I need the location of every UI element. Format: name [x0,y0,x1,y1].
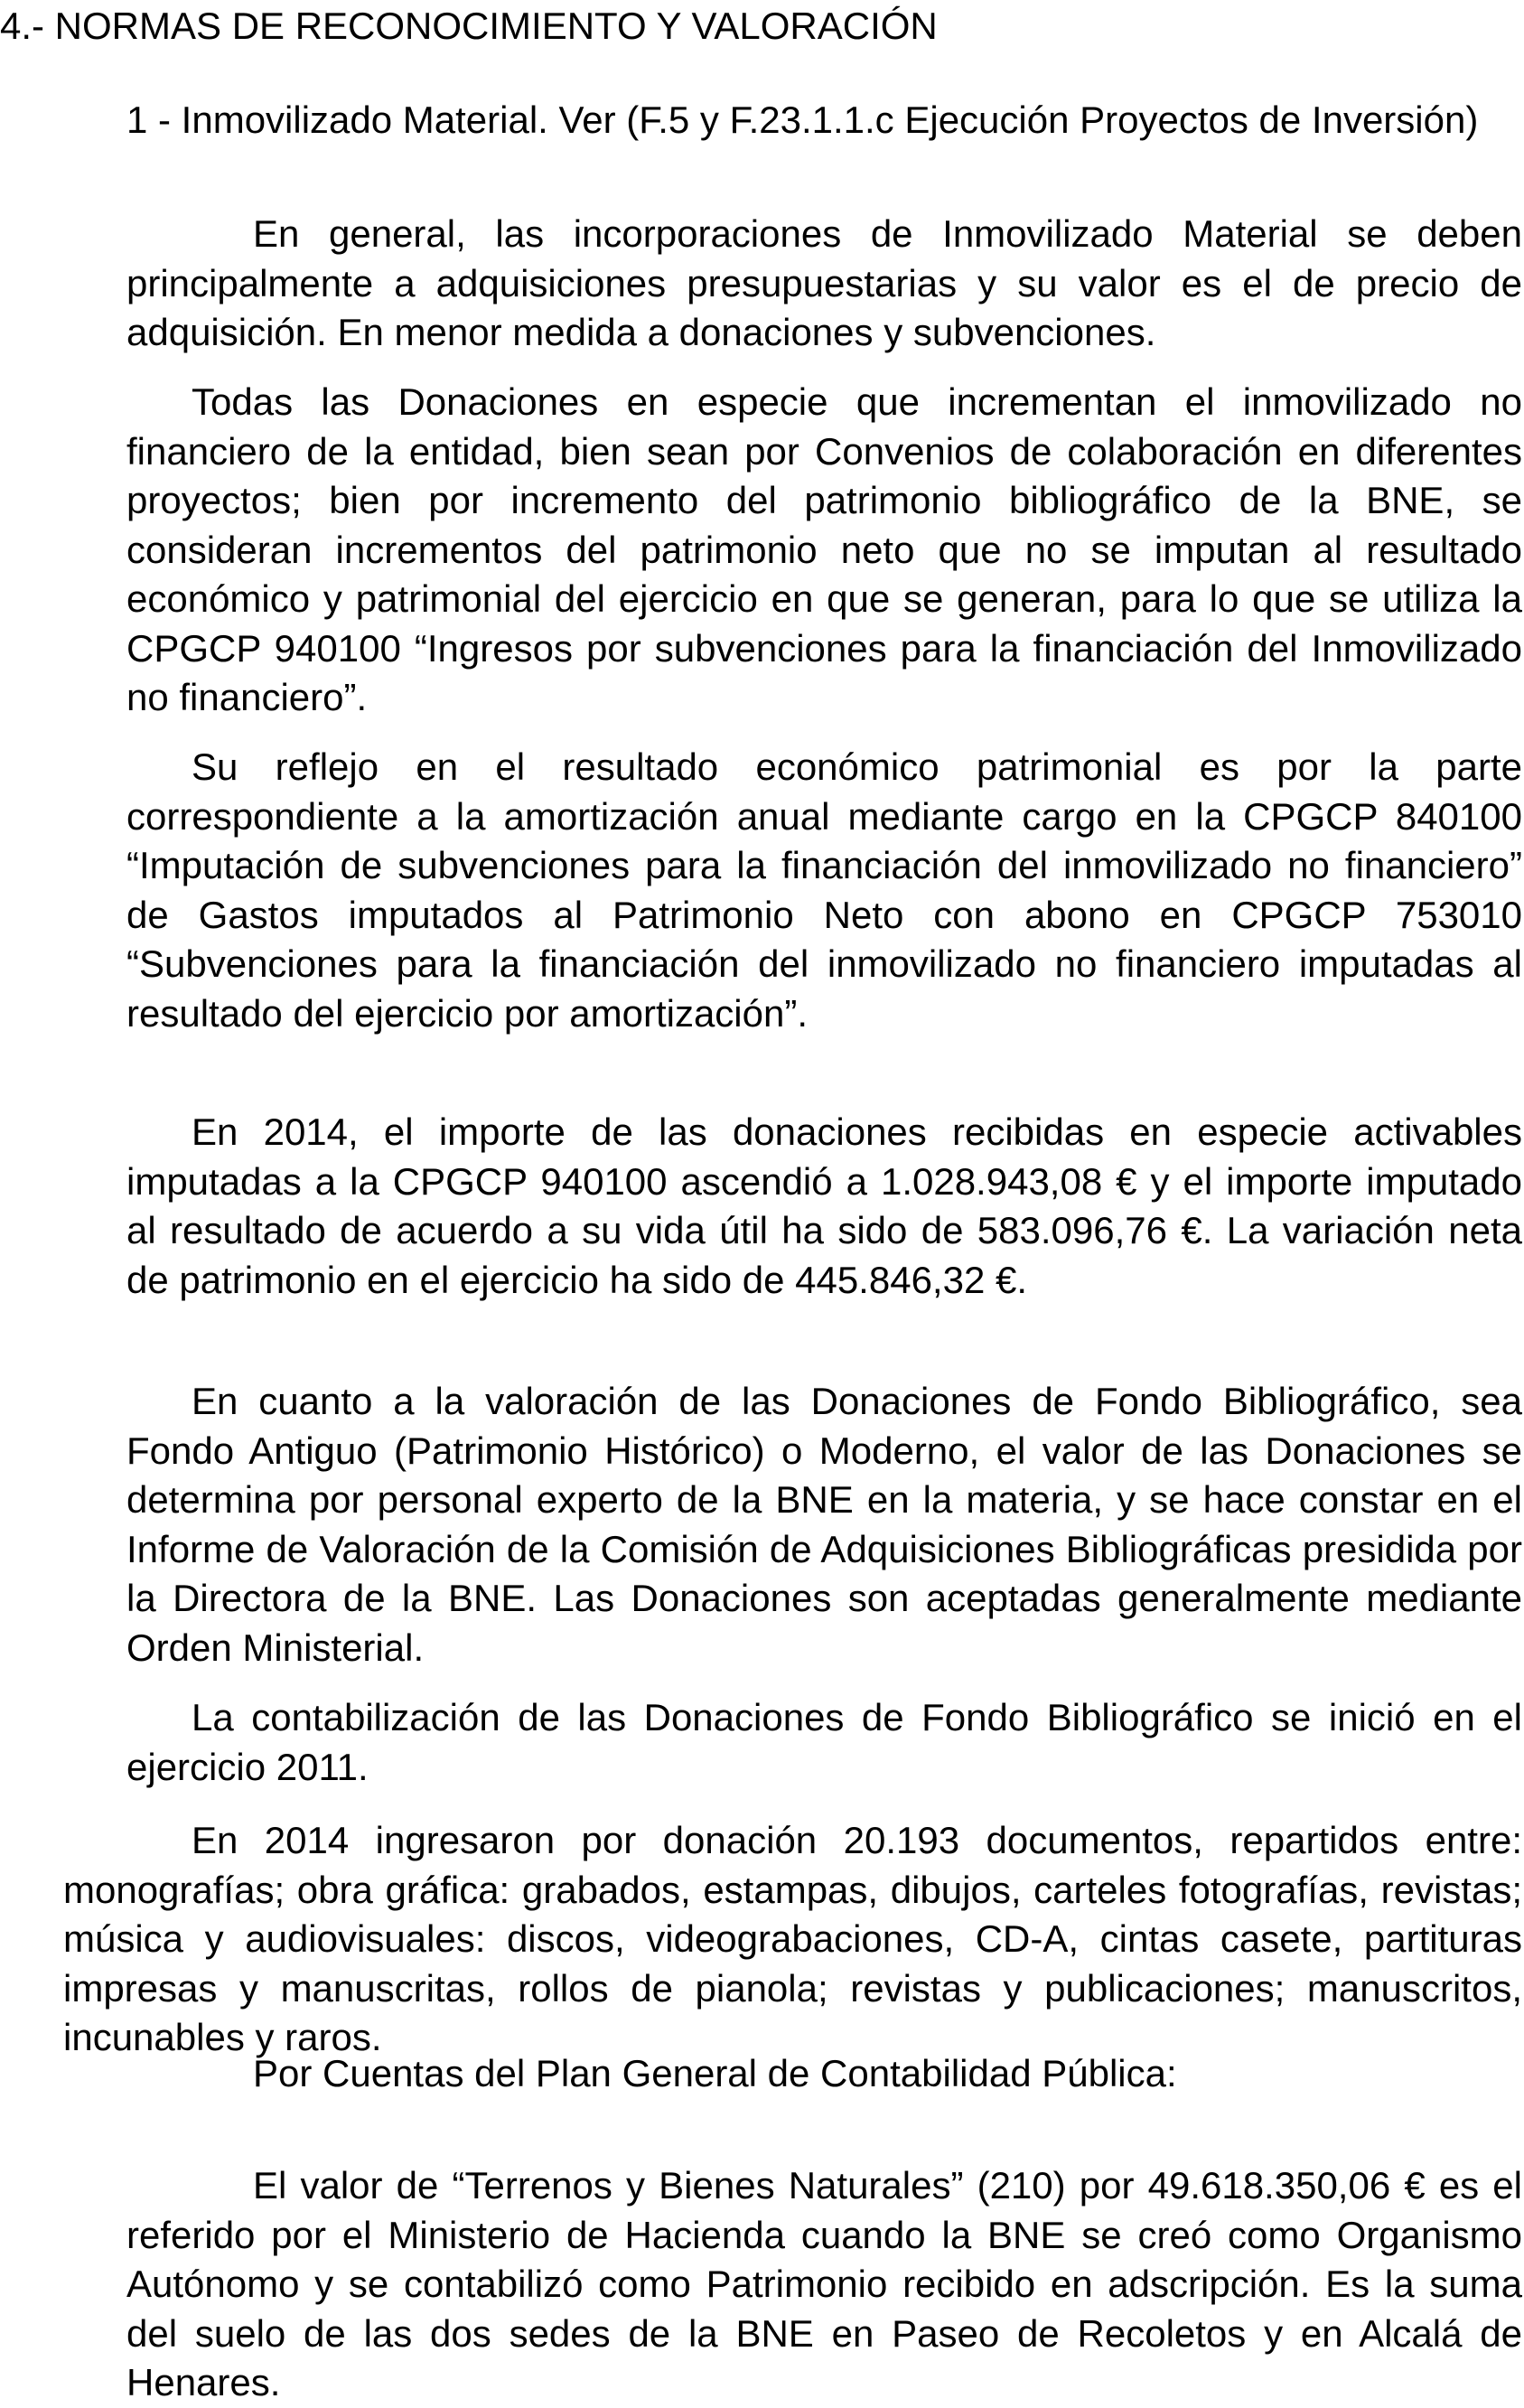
paragraph-incorporaciones: En general, las incorporaciones de Inmovilizado Material se deben principalmente a adquisiciones presupuestarias y su valor es el de precio de adquisición. En menor medida a donaciones y subvenciones. [126,212,1522,353]
paragraph-valoracion-fondo: En cuanto a la valoración de las Donaciones de Fondo Bibliográfico, sea Fondo Antiguo (Patrimonio Histórico) o Moderno, el valor de las Donaciones se determina por personal experto de la BNE en la materia, y se hace constar en el Informe de Valoración de la Comisión de Adquisiciones Bibliográficas presidida por la Directora de la BNE. Las Donaciones son aceptadas generalmente mediante Orden Ministerial. [126,1380,1522,1669]
section-heading: 4.- NORMAS DE RECONOCIMIENTO Y VALORACIÓN [0,5,938,47]
subsection-title: 1 - Inmovilizado Material. Ver (F.5 y F.23.1.1.c Ejecución Proyectos de Inversión) [126,98,1479,141]
paragraph-importe-2014: En 2014, el importe de las donaciones recibidas en especie activables imputadas a la CPGCP 940100 ascendió a 1.028.943,08 € y el importe imputado al resultado de acuerdo a su vida útil ha sido de 583.096,76 €. La variación neta de patrimonio en el ejercicio ha sido de 445.846,32 €. [126,1110,1522,1301]
paragraph-terrenos: El valor de “Terrenos y Bienes Naturales” (210) por 49.618.350,06 € es el referido por el Ministerio de Hacienda cuando la BNE se creó como Organismo Autónomo y se contabilizó como Patrimonio recibido en adscripción. Es la suma del suelo de las dos sedes de la BNE en Paseo de Recoletos y en Alcalá de Henares. [126,2164,1522,2403]
paragraph-cuentas-plan: Por Cuentas del Plan General de Contabilidad Pública: [253,2052,1177,2094]
paragraph-donaciones-especie: Todas las Donaciones en especie que incrementan el inmovilizado no financiero de la entidad, bien sean por Convenios de colaboración en diferentes proyectos; bien por incremento del patrimonio bibliográfico de la BNE, se consideran incrementos del patrimonio neto que no se imputan al resultado económico y patrimonial del ejercicio en que se generan, para lo que se utiliza la CPGCP 940100 “Ingresos por subvenciones para la financiación del Inmovilizado no financiero”. [126,380,1522,718]
paragraph-contabilizacion: La contabilización de las Donaciones de Fondo Bibliográfico se inició en el ejercicio 2011. [126,1696,1522,1788]
paragraph-documentos-ingresados: En 2014 ingresaron por donación 20.193 documentos, repartidos entre: monografías; obra gráfica: grabados, estampas, dibujos, carteles fotografías, revistas; música y audiovisuales: discos, videograbaciones, CD-A, cintas casete, partituras impresas y manuscritas, rollos de pianola; revistas y publicaciones; manuscritos, incunables y raros. [63,1819,1522,2058]
paragraph-reflejo-resultado: Su reflejo en el resultado económico patrimonial es por la parte correspondiente a la amortización anual mediante cargo en la CPGCP 840100 “Imputación de subvenciones para la financiación del inmovilizado no financiero” de Gastos imputados al Patrimonio Neto con abono en CPGCP 753010 “Subvenciones para la financiación del inmovilizado no financiero imputadas al resultado del ejercicio por amortización”. [126,745,1522,1035]
